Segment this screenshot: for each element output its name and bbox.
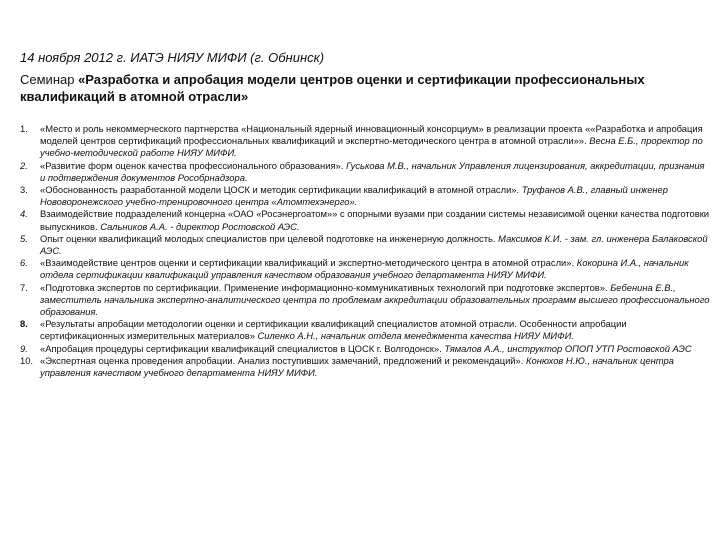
item-topic: «Обоснованность разработанной модели ЦОСК и методик сертификации квалификаций в атомной отрасли». — [40, 184, 520, 196]
item-number: 1. — [20, 123, 28, 134]
item-author: Максимов К.И. - зам. гл. инженера Балаковской АЭС. — [40, 232, 708, 257]
item-topic: «Результаты апробации методологии оценки и сертификации квалификаций специалистов атомной отрасли. Особенности апробации сертификационных измерительных материалов» — [40, 318, 627, 342]
list-item — [20, 233, 710, 257]
item-topic: Опыт оценки квалификаций молодых специалистов при целевой подготовке на инженерную должность. — [40, 232, 496, 244]
list-item — [20, 160, 710, 184]
list-item — [20, 208, 710, 232]
item-number: 3. — [20, 184, 28, 196]
item-author: Силенко А.Н., начальник отдела менеджмента качества НИЯУ МИФИ. — [254, 330, 574, 342]
item-author: Тямалов А.А., инструктор ОПОП УТП Ростовской АЭС — [441, 342, 692, 354]
list-item — [20, 257, 710, 281]
item-number: 9. — [20, 342, 28, 354]
item-number: 5. — [20, 232, 28, 244]
item-number: 6. — [20, 257, 28, 269]
item-author: Конюхов Н.Ю., начальник центра управления качеством учебного департамента НИЯУ МИФИ. — [40, 354, 674, 379]
item-topic: «Место и роль некоммерческого партнерства «Национальный ядерный инновационный консорциум» в реализации проекта ««Разработка и апробация моделей центров сертификаций профессиональных квалификаций и экспертно-методического центра в атомной отрасли»». — [40, 123, 703, 147]
item-number: 10. — [20, 354, 34, 366]
item-author: Труфанов А.В., главный инженер Нововоронежского учебно-тренировочного центра «Атомтехэнерго». — [40, 184, 668, 208]
item-author: Весна Е.Б., проректор по учебно-методической работе НИЯУ МИФИ. — [40, 135, 703, 159]
list-item — [20, 318, 710, 342]
seminar-prefix: Семинар — [20, 72, 79, 87]
item-topic: Взаимодействие подразделений концерна «ОАО «Росэнергоатом»» с опорными вузами при создании системы независимой оценки качества подготовки выпускников. — [40, 208, 710, 232]
item-author: Бебенина Е.В., заместитель начальника экспертно-аналитического центра по проблемам аккредитации образовательных программ высшего профессионального образования. — [40, 281, 710, 318]
item-topic: «Развитие форм оценок качества профессионального образования». — [40, 159, 344, 171]
item-number: 7. — [20, 281, 28, 293]
item-author: Кокорина И.А., начальник отдела сертификации квалификаций управления качеством образования учебного департамента НИЯУ МИФИ. — [40, 257, 689, 281]
item-topic: «Взаимодействие центров оценки и сертификации квалификаций и экспертно-методического центра в атомной отрасли». — [40, 257, 575, 269]
item-number: 4. — [20, 208, 28, 220]
item-author: Гуськова М.В., начальник Управления лицензирования, аккредитации, признания и подтверждения документов Рособрнадзора. — [40, 159, 705, 183]
item-number: 8. — [20, 318, 28, 330]
seminar-heading — [20, 71, 710, 105]
list-item — [20, 184, 710, 208]
list-item — [20, 343, 710, 355]
seminar-title: «Разработка и апробация модели центров оценки и сертификации профессиональных квалификаций в атомной отрасли» — [20, 72, 645, 104]
list-item — [20, 123, 710, 160]
item-number: 2. — [20, 159, 28, 171]
list-item — [20, 355, 710, 379]
item-topic: «Экспертная оценка проведения апробации. Анализ поступивших замечаний, предложений и рекомендаций». — [40, 354, 524, 366]
date-line: 14 ноября 2012 г. ИАТЭ НИЯУ МИФИ (г. Обнинск) — [20, 50, 325, 65]
item-topic: «Апробация процедуры сертификации квалификаций специалистов в ЦОСК г. Волгодонск». — [40, 342, 442, 354]
item-author: Сальников А.А. - директор Ростовской АЭС. — [97, 220, 300, 232]
agenda-list — [20, 123, 710, 379]
item-topic: «Подготовка экспертов по сертификации. Применение информационно-коммуникативных технологий при подготовке экспертов». — [40, 281, 608, 293]
list-item — [20, 282, 710, 319]
